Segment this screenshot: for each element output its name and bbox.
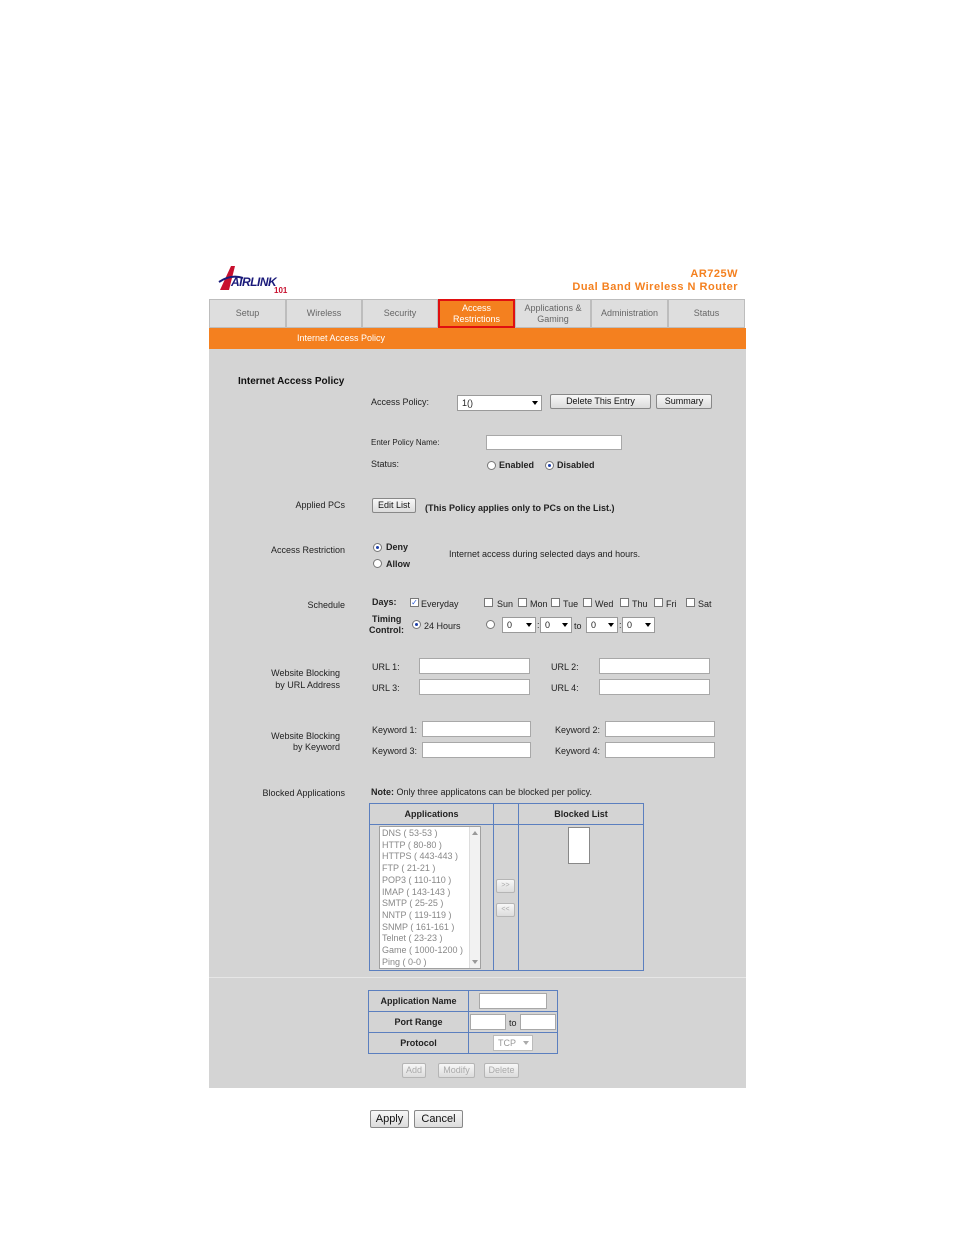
note-text: Only three applicatons can be blocked per policy. [394, 787, 592, 797]
tab-administration[interactable] [591, 299, 668, 328]
delete-button[interactable]: Delete [484, 1063, 519, 1078]
tab-administration-label: Administration [600, 308, 659, 318]
scroll-up-icon[interactable] [472, 831, 478, 835]
keyword2-label: Keyword 2: [555, 725, 601, 735]
url2-label: URL 2: [551, 662, 579, 672]
logo-number: 101 [274, 286, 288, 295]
modify-button[interactable]: Modify [438, 1063, 475, 1078]
time-to-label: to [574, 621, 582, 631]
status-label: Status: [371, 459, 400, 469]
list-item[interactable]: DNS ( 53-53 ) [382, 828, 438, 838]
url-block-label-2: by URL Address [275, 680, 340, 690]
list-item[interactable]: Game ( 1000-1200 ) [382, 945, 464, 956]
time-colon: : [619, 620, 622, 630]
list-item[interactable]: Telnet ( 23-23 ) [382, 933, 443, 944]
applied-pcs-label: Applied PCs [295, 500, 345, 510]
timing-label-2: Control: [369, 625, 404, 635]
apps-table-header-line [369, 824, 644, 825]
list-item[interactable]: SMTP ( 25-25 ) [382, 898, 444, 909]
product-name: Dual Band Wireless N Router [572, 281, 738, 293]
status-enabled-label: Enabled [499, 460, 535, 470]
day-mon-label: Mon [530, 599, 548, 609]
to-min-value: 0 [627, 620, 633, 630]
list-item[interactable]: IMAP ( 143-143 ) [382, 886, 451, 897]
chevron-down-icon [562, 623, 568, 627]
schedule-label: Schedule [307, 600, 345, 610]
list-item[interactable]: NNTP ( 119-119 ) [382, 909, 452, 920]
application-name-input[interactable] [479, 993, 547, 1009]
policy-name-label: Enter Policy Name: [371, 438, 440, 447]
edit-list-button[interactable]: Edit List [372, 498, 416, 513]
url3-label: URL 3: [372, 683, 400, 693]
remove-from-blocked-button[interactable]: << [496, 903, 515, 917]
chevron-down-icon [526, 623, 532, 627]
access-policy-value: 1() [462, 398, 473, 408]
day-fri-checkbox[interactable] [654, 598, 663, 607]
day-mon-checkbox[interactable] [518, 598, 527, 607]
to-hour-select[interactable] [586, 617, 618, 633]
cancel-button[interactable]: Cancel [414, 1110, 463, 1128]
blocked-listbox[interactable] [568, 827, 590, 864]
custom-time-radio[interactable] [486, 620, 495, 629]
tab-wireless[interactable] [286, 299, 362, 328]
port-end-input[interactable] [520, 1014, 556, 1030]
url4-label: URL 4: [551, 683, 579, 693]
tab-access-restrictions[interactable] [438, 299, 515, 328]
blocked-apps-note [371, 787, 592, 797]
list-item[interactable]: FTP ( 21-21 ) [382, 863, 436, 874]
from-min-value: 0 [545, 620, 551, 630]
to-min-select[interactable] [622, 617, 655, 633]
protocol-label: Protocol [400, 1038, 437, 1048]
day-tue-label: Tue [563, 599, 579, 609]
keyword3-input[interactable] [422, 742, 531, 758]
day-thu-label: Thu [632, 599, 648, 609]
airlink-logo [217, 262, 297, 297]
section-title: Internet Access Policy [238, 376, 345, 387]
tab-applications-gaming-label: Applications & Gaming [524, 302, 582, 324]
day-sat-checkbox[interactable] [686, 598, 695, 607]
listbox-scrollbar[interactable] [469, 827, 480, 968]
model-name: AR725W [690, 268, 738, 280]
list-item[interactable]: Ping ( 0-0 ) [382, 956, 427, 967]
access-policy-label: Access Policy: [371, 397, 430, 407]
day-fri-label: Fri [666, 599, 677, 609]
port-start-input[interactable] [470, 1014, 506, 1030]
note-prefix: Note: [371, 787, 394, 797]
day-wed-label: Wed [595, 599, 614, 609]
time-colon: : [537, 620, 540, 630]
chevron-down-icon [532, 401, 538, 405]
subnav-internet-access-policy[interactable]: Internet Access Policy [297, 333, 386, 343]
url1-label: URL 1: [372, 662, 400, 672]
panel-divider [209, 977, 746, 978]
summary-button[interactable]: Summary [656, 394, 712, 409]
keyword1-input[interactable] [422, 721, 531, 737]
apps-table-divider-2 [518, 803, 519, 971]
list-item[interactable]: HTTP ( 80-80 ) [382, 839, 442, 850]
day-sun-checkbox[interactable] [484, 598, 493, 607]
everyday-checkbox[interactable]: ✓ [411, 598, 418, 607]
chevron-down-icon [608, 623, 614, 627]
tab-setup-label: Setup [235, 308, 260, 318]
keyword4-label: Keyword 4: [555, 746, 601, 756]
port-range-label: Port Range [394, 1017, 443, 1027]
logo-text: AIRLINK [231, 275, 277, 289]
tab-wireless-label: Wireless [306, 308, 342, 318]
day-thu-checkbox[interactable] [620, 598, 629, 607]
url3-input[interactable] [419, 679, 530, 695]
list-item[interactable]: POP3 ( 110-110 ) [382, 874, 452, 885]
application-name-label: Application Name [380, 996, 457, 1006]
status-disabled-radio[interactable] [545, 461, 554, 470]
tab-access-restrictions-label: Access Restrictions [452, 302, 500, 324]
tab-setup[interactable] [209, 299, 286, 328]
restriction-description: Internet access during selected days and hours. [449, 549, 641, 559]
url2-input[interactable] [599, 658, 710, 674]
keyword-block-label-1: Website Blocking [271, 731, 340, 741]
from-min-select[interactable] [540, 617, 572, 633]
url1-input[interactable] [419, 658, 530, 674]
from-hour-value: 0 [507, 620, 513, 630]
deny-label: Deny [386, 542, 409, 552]
status-disabled-label: Disabled [557, 460, 595, 470]
from-hour-select[interactable] [502, 617, 536, 633]
tab-security-label: Security [383, 308, 417, 318]
apply-button[interactable]: Apply [370, 1110, 409, 1128]
keyword-block-label-2: by Keyword [292, 742, 340, 752]
access-policy-select[interactable] [457, 395, 542, 411]
tab-applications-gaming[interactable] [515, 299, 591, 328]
policy-name-input[interactable] [486, 435, 622, 450]
hours24-radio[interactable] [412, 620, 421, 629]
day-sun-label: Sun [497, 599, 514, 609]
day-tue-checkbox[interactable] [551, 598, 560, 607]
tab-security[interactable] [362, 299, 438, 328]
allow-radio[interactable] [373, 559, 382, 568]
tab-status-label: Status [693, 308, 720, 318]
protocol-select[interactable] [493, 1035, 533, 1051]
list-item[interactable]: SNMP ( 161-161 ) [382, 921, 455, 932]
protocol-value: TCP [498, 1038, 516, 1048]
chevron-down-icon [645, 623, 651, 627]
status-enabled-radio[interactable] [487, 461, 496, 470]
keyword2-input[interactable] [605, 721, 715, 737]
day-sat-label: Sat [698, 599, 712, 609]
scroll-down-icon[interactable] [472, 960, 478, 964]
list-item[interactable]: HTTPS ( 443-443 ) [382, 851, 459, 862]
keyword3-label: Keyword 3: [372, 746, 418, 756]
applications-header: Applications [404, 809, 459, 819]
port-to-label: to [509, 1018, 517, 1028]
subnav-bar [209, 328, 746, 349]
add-button[interactable]: Add [402, 1063, 426, 1078]
custom-app-col-line [468, 990, 469, 1054]
url4-input[interactable] [599, 679, 710, 695]
access-restriction-label: Access Restriction [270, 545, 345, 555]
everyday-label: Everyday [421, 599, 459, 609]
url-block-label-1: Website Blocking [271, 668, 340, 678]
day-wed-checkbox[interactable] [583, 598, 592, 607]
applications-listbox[interactable] [379, 826, 481, 969]
add-to-blocked-button[interactable]: >> [496, 879, 515, 893]
apps-table-divider-1 [493, 803, 494, 971]
blocked-list-header: Blocked List [554, 809, 608, 819]
tab-status[interactable] [668, 299, 745, 328]
allow-label: Allow [386, 559, 410, 569]
timing-label-1: Timing [372, 614, 402, 624]
to-hour-value: 0 [591, 620, 597, 630]
chevron-down-icon [523, 1041, 529, 1045]
keyword1-label: Keyword 1: [372, 725, 418, 735]
hours24-label: 24 Hours [424, 621, 461, 631]
applied-pcs-note: (This Policy applies only to PCs on the List.) [425, 503, 615, 513]
deny-radio[interactable] [373, 543, 382, 552]
blocked-apps-label: Blocked Applications [262, 788, 345, 798]
keyword4-input[interactable] [605, 742, 715, 758]
delete-entry-button[interactable]: Delete This Entry [550, 394, 651, 409]
days-label: Days: [372, 597, 397, 607]
